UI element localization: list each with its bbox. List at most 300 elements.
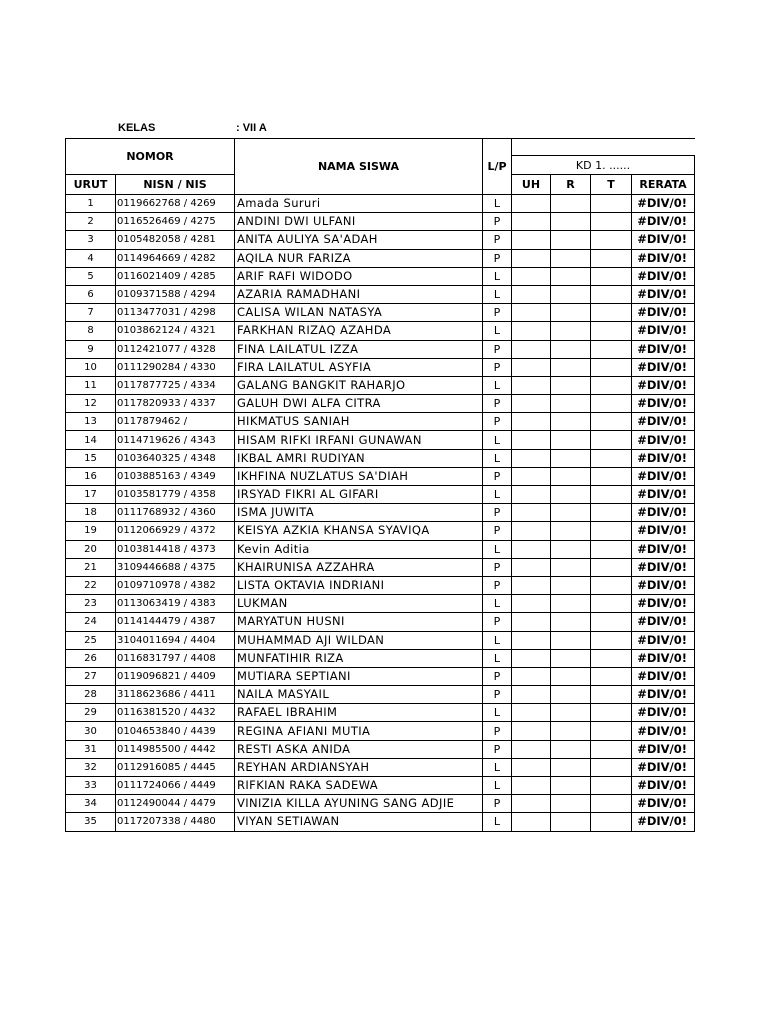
cell-t[interactable] <box>591 522 632 540</box>
cell-lp: L <box>483 376 512 394</box>
table-row <box>66 777 695 795</box>
cell-uh[interactable] <box>512 431 551 449</box>
cell-nisn: 0114719626 / 4343 <box>116 431 235 449</box>
table-row <box>66 667 695 685</box>
cell-lp: P <box>483 340 512 358</box>
cell-urut: 25 <box>66 631 116 649</box>
cell-rerata: #DIV/0! <box>632 376 695 394</box>
cell-urut: 24 <box>66 613 116 631</box>
cell-r[interactable] <box>551 322 591 340</box>
cell-nisn: 0103885163 / 4349 <box>116 467 235 485</box>
cell-t[interactable] <box>591 322 632 340</box>
cell-nama-siswa: LISTA OKTAVIA INDRIANI <box>235 576 483 594</box>
cell-r[interactable] <box>551 486 591 504</box>
cell-nama-siswa: GALUH DWI ALFA CITRA <box>235 395 483 413</box>
cell-uh[interactable] <box>512 777 551 795</box>
cell-lp: L <box>483 649 512 667</box>
cell-urut: 34 <box>66 795 116 813</box>
cell-nisn: 0113477031 / 4298 <box>116 304 235 322</box>
cell-lp: P <box>483 576 512 594</box>
cell-nisn: 3118623686 / 4411 <box>116 686 235 704</box>
table-row <box>66 322 695 340</box>
cell-urut: 8 <box>66 322 116 340</box>
cell-nisn: 0105482058 / 4281 <box>116 231 235 249</box>
table-row <box>66 467 695 485</box>
cell-urut: 29 <box>66 704 116 722</box>
table-row <box>66 704 695 722</box>
table-row <box>66 231 695 249</box>
cell-uh[interactable] <box>512 740 551 758</box>
table-row <box>66 740 695 758</box>
cell-uh[interactable] <box>512 576 551 594</box>
cell-r[interactable] <box>551 267 591 285</box>
cell-t[interactable] <box>591 449 632 467</box>
cell-r[interactable] <box>551 558 591 576</box>
cell-nama-siswa: MUTIARA SEPTIANI <box>235 667 483 685</box>
cell-nisn: 0113063419 / 4383 <box>116 595 235 613</box>
cell-r[interactable] <box>551 649 591 667</box>
cell-rerata: #DIV/0! <box>632 249 695 267</box>
cell-lp: L <box>483 777 512 795</box>
cell-nisn: 3109446688 / 4375 <box>116 558 235 576</box>
cell-r[interactable] <box>551 613 591 631</box>
cell-rerata: #DIV/0! <box>632 558 695 576</box>
cell-rerata: #DIV/0! <box>632 413 695 431</box>
cell-uh[interactable] <box>512 558 551 576</box>
table-row <box>66 631 695 649</box>
cell-r[interactable] <box>551 813 591 831</box>
cell-nama-siswa: VIYAN SETIAWAN <box>235 813 483 831</box>
cell-nama-siswa: ISMA JUWITA <box>235 504 483 522</box>
cell-t[interactable] <box>591 813 632 831</box>
cell-nisn: 0104653840 / 4439 <box>116 722 235 740</box>
cell-nisn: 0119096821 / 4409 <box>116 667 235 685</box>
header-nisn: NISN / NIS <box>116 175 235 195</box>
cell-nisn: 0117879462 / <box>116 413 235 431</box>
cell-uh[interactable] <box>512 613 551 631</box>
cell-t[interactable] <box>591 267 632 285</box>
cell-nisn: 0109710978 / 4382 <box>116 576 235 594</box>
cell-nisn: 0116381520 / 4432 <box>116 704 235 722</box>
cell-t[interactable] <box>591 504 632 522</box>
cell-rerata: #DIV/0! <box>632 358 695 376</box>
cell-t[interactable] <box>591 431 632 449</box>
cell-nisn: 0103640325 / 4348 <box>116 449 235 467</box>
cell-nisn: 0112490044 / 4479 <box>116 795 235 813</box>
cell-nama-siswa: AZARIA RAMADHANI <box>235 285 483 303</box>
cell-r[interactable] <box>551 231 591 249</box>
cell-nisn: 0112916085 / 4445 <box>116 758 235 776</box>
cell-uh[interactable] <box>512 249 551 267</box>
cell-uh[interactable] <box>512 795 551 813</box>
cell-t[interactable] <box>591 467 632 485</box>
cell-t[interactable] <box>591 704 632 722</box>
table-row <box>66 358 695 376</box>
cell-r[interactable] <box>551 631 591 649</box>
cell-t[interactable] <box>591 758 632 776</box>
cell-urut: 18 <box>66 504 116 522</box>
cell-lp: P <box>483 395 512 413</box>
cell-urut: 1 <box>66 195 116 213</box>
cell-urut: 10 <box>66 358 116 376</box>
table-row <box>66 340 695 358</box>
cell-t[interactable] <box>591 795 632 813</box>
cell-nama-siswa: LUKMAN <box>235 595 483 613</box>
cell-nisn: 0111290284 / 4330 <box>116 358 235 376</box>
cell-uh[interactable] <box>512 395 551 413</box>
cell-lp: L <box>483 195 512 213</box>
cell-rerata: #DIV/0! <box>632 267 695 285</box>
cell-nama-siswa: IKHFINA NUZLATUS SA'DIAH <box>235 467 483 485</box>
cell-nama-siswa: ARIF RAFI WIDODO <box>235 267 483 285</box>
cell-t[interactable] <box>591 340 632 358</box>
cell-r[interactable] <box>551 358 591 376</box>
cell-urut: 16 <box>66 467 116 485</box>
cell-nama-siswa: NAILA MASYAIL <box>235 686 483 704</box>
cell-r[interactable] <box>551 340 591 358</box>
header-r: R <box>551 175 591 195</box>
cell-lp: L <box>483 595 512 613</box>
cell-uh[interactable] <box>512 322 551 340</box>
cell-lp: L <box>483 540 512 558</box>
student-grade-table <box>65 138 695 832</box>
cell-uh[interactable] <box>512 340 551 358</box>
cell-r[interactable] <box>551 667 591 685</box>
cell-urut: 12 <box>66 395 116 413</box>
cell-rerata: #DIV/0! <box>632 722 695 740</box>
cell-nama-siswa: REGINA AFIANI MUTIA <box>235 722 483 740</box>
cell-r[interactable] <box>551 777 591 795</box>
header-uh: UH <box>512 175 551 195</box>
cell-urut: 4 <box>66 249 116 267</box>
cell-rerata: #DIV/0! <box>632 322 695 340</box>
cell-nama-siswa: VINIZIA KILLA AYUNING SANG ADJIE <box>235 795 483 813</box>
header-kd: KD 1. ...... <box>512 156 695 175</box>
cell-urut: 22 <box>66 576 116 594</box>
cell-nama-siswa: CALISA WILAN NATASYA <box>235 304 483 322</box>
cell-rerata: #DIV/0! <box>632 758 695 776</box>
cell-r[interactable] <box>551 504 591 522</box>
cell-t[interactable] <box>591 213 632 231</box>
cell-rerata: #DIV/0! <box>632 576 695 594</box>
cell-nisn: 0116526469 / 4275 <box>116 213 235 231</box>
cell-uh[interactable] <box>512 467 551 485</box>
cell-urut: 27 <box>66 667 116 685</box>
cell-rerata: #DIV/0! <box>632 340 695 358</box>
cell-r[interactable] <box>551 704 591 722</box>
cell-nisn: 0112421077 / 4328 <box>116 340 235 358</box>
table-row <box>66 413 695 431</box>
cell-lp: L <box>483 431 512 449</box>
cell-r[interactable] <box>551 595 591 613</box>
cell-nama-siswa: REYHAN ARDIANSYAH <box>235 758 483 776</box>
cell-uh[interactable] <box>512 285 551 303</box>
cell-nama-siswa: Amada Sururi <box>235 195 483 213</box>
cell-r[interactable] <box>551 795 591 813</box>
cell-nisn: 0116831797 / 4408 <box>116 649 235 667</box>
cell-urut: 28 <box>66 686 116 704</box>
cell-t[interactable] <box>591 777 632 795</box>
cell-r[interactable] <box>551 758 591 776</box>
cell-lp: L <box>483 322 512 340</box>
cell-t[interactable] <box>591 231 632 249</box>
cell-urut: 35 <box>66 813 116 831</box>
table-row <box>66 576 695 594</box>
header-t: T <box>591 175 632 195</box>
cell-rerata: #DIV/0! <box>632 777 695 795</box>
cell-uh[interactable] <box>512 504 551 522</box>
cell-r[interactable] <box>551 540 591 558</box>
cell-t[interactable] <box>591 285 632 303</box>
cell-uh[interactable] <box>512 213 551 231</box>
cell-lp: P <box>483 413 512 431</box>
cell-rerata: #DIV/0! <box>632 540 695 558</box>
table-row <box>66 540 695 558</box>
cell-nama-siswa: KEISYA AZKIA KHANSA SYAVIQA <box>235 522 483 540</box>
cell-nisn: 0117820933 / 4337 <box>116 395 235 413</box>
cell-rerata: #DIV/0! <box>632 631 695 649</box>
cell-uh[interactable] <box>512 813 551 831</box>
cell-nisn: 0117207338 / 4480 <box>116 813 235 831</box>
cell-t[interactable] <box>591 631 632 649</box>
header-urut: URUT <box>66 175 116 195</box>
cell-uh[interactable] <box>512 267 551 285</box>
cell-r[interactable] <box>551 467 591 485</box>
cell-lp: L <box>483 285 512 303</box>
cell-nisn: 0117877725 / 4334 <box>116 376 235 394</box>
cell-r[interactable] <box>551 213 591 231</box>
cell-rerata: #DIV/0! <box>632 213 695 231</box>
cell-urut: 3 <box>66 231 116 249</box>
cell-urut: 31 <box>66 740 116 758</box>
cell-lp: P <box>483 358 512 376</box>
cell-r[interactable] <box>551 304 591 322</box>
cell-rerata: #DIV/0! <box>632 395 695 413</box>
cell-urut: 19 <box>66 522 116 540</box>
cell-rerata: #DIV/0! <box>632 595 695 613</box>
table-row <box>66 795 695 813</box>
cell-nama-siswa: GALANG BANGKIT RAHARJO <box>235 376 483 394</box>
header-rerata: RERATA <box>632 175 695 195</box>
cell-lp: L <box>483 267 512 285</box>
cell-urut: 33 <box>66 777 116 795</box>
cell-uh[interactable] <box>512 649 551 667</box>
cell-urut: 11 <box>66 376 116 394</box>
cell-uh[interactable] <box>512 304 551 322</box>
cell-uh[interactable] <box>512 704 551 722</box>
cell-lp: P <box>483 504 512 522</box>
cell-nama-siswa: AQILA NUR FARIZA <box>235 249 483 267</box>
cell-lp: P <box>483 686 512 704</box>
cell-rerata: #DIV/0! <box>632 813 695 831</box>
table-row <box>66 249 695 267</box>
cell-t[interactable] <box>591 195 632 213</box>
cell-urut: 13 <box>66 413 116 431</box>
cell-uh[interactable] <box>512 758 551 776</box>
cell-nisn: 3104011694 / 4404 <box>116 631 235 649</box>
table-row <box>66 686 695 704</box>
cell-rerata: #DIV/0! <box>632 522 695 540</box>
cell-rerata: #DIV/0! <box>632 649 695 667</box>
cell-nama-siswa: FIRA LAILATUL ASYFIA <box>235 358 483 376</box>
cell-t[interactable] <box>591 576 632 594</box>
cell-lp: P <box>483 795 512 813</box>
cell-t[interactable] <box>591 486 632 504</box>
cell-uh[interactable] <box>512 486 551 504</box>
header-spacer <box>512 139 695 156</box>
cell-t[interactable] <box>591 304 632 322</box>
cell-r[interactable] <box>551 249 591 267</box>
cell-nisn: 0112066929 / 4372 <box>116 522 235 540</box>
cell-nama-siswa: IRSYAD FIKRI AL GIFARI <box>235 486 483 504</box>
cell-nama-siswa: RIFKIAN RAKA SADEWA <box>235 777 483 795</box>
table-row <box>66 722 695 740</box>
cell-nama-siswa: IKBAL AMRI RUDIYAN <box>235 449 483 467</box>
cell-lp: P <box>483 249 512 267</box>
cell-rerata: #DIV/0! <box>632 467 695 485</box>
cell-uh[interactable] <box>512 376 551 394</box>
cell-uh[interactable] <box>512 631 551 649</box>
cell-lp: P <box>483 558 512 576</box>
cell-lp: P <box>483 740 512 758</box>
cell-r[interactable] <box>551 522 591 540</box>
cell-t[interactable] <box>591 740 632 758</box>
cell-t[interactable] <box>591 649 632 667</box>
table-row <box>66 486 695 504</box>
cell-uh[interactable] <box>512 231 551 249</box>
cell-nisn: 0111724066 / 4449 <box>116 777 235 795</box>
cell-uh[interactable] <box>512 358 551 376</box>
cell-uh[interactable] <box>512 195 551 213</box>
cell-urut: 5 <box>66 267 116 285</box>
cell-r[interactable] <box>551 376 591 394</box>
cell-uh[interactable] <box>512 449 551 467</box>
cell-t[interactable] <box>591 667 632 685</box>
cell-r[interactable] <box>551 195 591 213</box>
cell-nama-siswa: HISAM RIFKI IRFANI GUNAWAN <box>235 431 483 449</box>
cell-r[interactable] <box>551 576 591 594</box>
table-row <box>66 522 695 540</box>
cell-lp: P <box>483 613 512 631</box>
cell-rerata: #DIV/0! <box>632 486 695 504</box>
cell-nama-siswa: RAFAEL IBRAHIM <box>235 704 483 722</box>
table-row <box>66 195 695 213</box>
cell-t[interactable] <box>591 613 632 631</box>
cell-uh[interactable] <box>512 413 551 431</box>
cell-uh[interactable] <box>512 667 551 685</box>
cell-r[interactable] <box>551 395 591 413</box>
cell-rerata: #DIV/0! <box>632 704 695 722</box>
cell-nisn: 0114144479 / 4387 <box>116 613 235 631</box>
table-row <box>66 813 695 831</box>
cell-rerata: #DIV/0! <box>632 285 695 303</box>
cell-uh[interactable] <box>512 722 551 740</box>
cell-nama-siswa: KHAIRUNISA AZZAHRA <box>235 558 483 576</box>
table-row <box>66 267 695 285</box>
cell-rerata: #DIV/0! <box>632 449 695 467</box>
cell-nisn: 0103862124 / 4321 <box>116 322 235 340</box>
cell-lp: P <box>483 304 512 322</box>
table-row <box>66 395 695 413</box>
cell-r[interactable] <box>551 686 591 704</box>
cell-rerata: #DIV/0! <box>632 795 695 813</box>
cell-uh[interactable] <box>512 522 551 540</box>
table-row <box>66 304 695 322</box>
cell-rerata: #DIV/0! <box>632 304 695 322</box>
cell-nama-siswa: FINA LAILATUL IZZA <box>235 340 483 358</box>
header-nama-siswa: NAMA SISWA <box>235 139 483 195</box>
cell-t[interactable] <box>591 413 632 431</box>
cell-lp: P <box>483 467 512 485</box>
cell-urut: 32 <box>66 758 116 776</box>
cell-nisn: 0119662768 / 4269 <box>116 195 235 213</box>
cell-lp: L <box>483 704 512 722</box>
cell-rerata: #DIV/0! <box>632 667 695 685</box>
cell-r[interactable] <box>551 413 591 431</box>
cell-r[interactable] <box>551 285 591 303</box>
table-row <box>66 376 695 394</box>
cell-t[interactable] <box>591 358 632 376</box>
cell-t[interactable] <box>591 558 632 576</box>
cell-urut: 14 <box>66 431 116 449</box>
cell-nisn: 0103814418 / 4373 <box>116 540 235 558</box>
cell-t[interactable] <box>591 686 632 704</box>
cell-rerata: #DIV/0! <box>632 504 695 522</box>
cell-urut: 20 <box>66 540 116 558</box>
cell-lp: P <box>483 722 512 740</box>
cell-r[interactable] <box>551 431 591 449</box>
cell-t[interactable] <box>591 249 632 267</box>
cell-lp: P <box>483 667 512 685</box>
cell-nama-siswa: ANITA AULIYA SA'ADAH <box>235 231 483 249</box>
cell-uh[interactable] <box>512 595 551 613</box>
cell-t[interactable] <box>591 595 632 613</box>
cell-lp: P <box>483 522 512 540</box>
cell-urut: 15 <box>66 449 116 467</box>
cell-r[interactable] <box>551 740 591 758</box>
cell-t[interactable] <box>591 540 632 558</box>
cell-urut: 7 <box>66 304 116 322</box>
table-row <box>66 285 695 303</box>
cell-rerata: #DIV/0! <box>632 686 695 704</box>
cell-nama-siswa: ANDINI DWI ULFANI <box>235 213 483 231</box>
cell-t[interactable] <box>591 376 632 394</box>
cell-nisn: 0114985500 / 4442 <box>116 740 235 758</box>
cell-lp: P <box>483 231 512 249</box>
header-lp: L/P <box>483 139 512 195</box>
cell-lp: L <box>483 631 512 649</box>
cell-t[interactable] <box>591 722 632 740</box>
cell-t[interactable] <box>591 395 632 413</box>
cell-nisn: 0109371588 / 4294 <box>116 285 235 303</box>
cell-lp: L <box>483 813 512 831</box>
kelas-value: : VII A <box>236 122 267 134</box>
cell-nama-siswa: HIKMATUS SANIAH <box>235 413 483 431</box>
cell-urut: 23 <box>66 595 116 613</box>
table-row <box>66 213 695 231</box>
cell-r[interactable] <box>551 449 591 467</box>
cell-uh[interactable] <box>512 540 551 558</box>
cell-nisn: 0116021409 / 4285 <box>116 267 235 285</box>
cell-nama-siswa: MUHAMMAD AJI WILDAN <box>235 631 483 649</box>
table-row <box>66 431 695 449</box>
cell-lp: P <box>483 213 512 231</box>
table-row <box>66 558 695 576</box>
cell-urut: 30 <box>66 722 116 740</box>
table-row <box>66 613 695 631</box>
cell-r[interactable] <box>551 722 591 740</box>
cell-uh[interactable] <box>512 686 551 704</box>
